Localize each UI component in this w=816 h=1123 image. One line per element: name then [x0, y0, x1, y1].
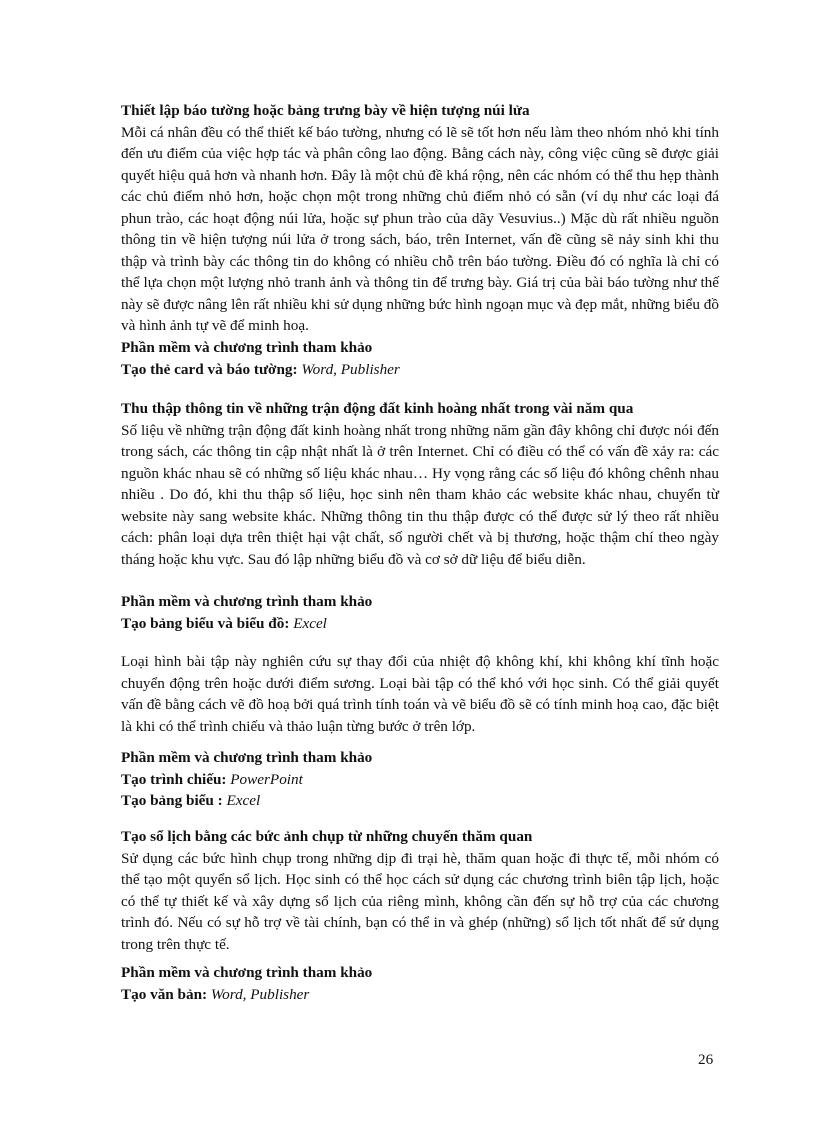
- section-heading: Thiết lập báo tường hoặc bảng trưng bày về hiện tượng núi lửa: [121, 102, 530, 119]
- software-heading: Phần mềm và chương trình tham khảo: [121, 964, 373, 981]
- software-block: [121, 747, 719, 812]
- software-block: [121, 591, 719, 634]
- software-item: [121, 359, 719, 381]
- software-item: [121, 790, 719, 812]
- section-body: Mỗi cá nhân đều có thể thiết kế báo tường, nhưng có lẽ sẽ tốt hơn nếu làm theo nhóm nhỏ khi tính đến ưu điểm của việc hợp tác và phân công lao động. Bằng cách này, công việc cũng sẽ được giải quyết hiệu quả hơn và nhanh hơn. Đây là một chủ đề khá rộng, nên các nhóm có thể thu hẹp thành các chủ điểm nhỏ hơn, hoặc chọn một trong những chủ điểm nhỏ có sẵn (ví dụ như các loại đá phun trào, các hoạt động núi lửa, hoặc sự phun trào của dãy Vesuvius..) Mặc dù rất nhiều nguồn thông tin về hiện tượng núi lửa ở trong sách, báo, trên Internet, vấn đề cũng sẽ nảy sinh khi thu thập và trình bày các thông tin do không có nhiều chỗ trên báo tường. Điều đó có nghĩa là chỉ có thể lựa chọn một lượng nhỏ tranh ảnh và thông tin để trưng bày. Giá trị của bài báo tường như thế này sẽ được nâng lên rất nhiều khi sử dụng những bức hình ngoạn mục và đẹp mắt, những biểu đồ và hình ảnh tự vẽ để minh hoạ.: [121, 123, 719, 334]
- software-item: [121, 984, 719, 1006]
- software-label: Tạo văn bản:: [121, 985, 208, 1003]
- software-label: Tạo bảng biểu và biểu đồ:: [121, 614, 290, 632]
- software-item: [121, 769, 719, 791]
- software-heading: Phần mềm và chương trình tham khảo: [121, 593, 373, 610]
- software-heading: Phần mềm và chương trình tham khảo: [121, 339, 373, 356]
- software-label: Tạo thẻ card và báo tường:: [121, 360, 298, 378]
- software-label: Tạo trình chiếu:: [121, 770, 227, 788]
- section-heading: Tạo sổ lịch bằng các bức ảnh chụp từ những chuyến thăm quan: [121, 828, 533, 845]
- software-item: [121, 613, 719, 635]
- software-value: Word, Publisher: [210, 985, 310, 1003]
- section-earthquake-data: [121, 398, 719, 570]
- section-dew-point: [121, 651, 719, 737]
- section-volcano-poster: [121, 100, 719, 337]
- software-value: PowerPoint: [230, 770, 303, 788]
- section-body: Số liệu về những trận động đất kinh hoàng nhất trong những năm gần đây không chỉ được nói đến trong sách, các thông tin cập nhật nhất là ở trên Internet. Chỉ có điều có thể có vấn đề xảy ra: các nguồn khác nhau sẽ có những số liệu khác nhau… Hy vọng rằng các số liệu đó không chênh nhau nhiều . Do đó, khi thu thập số liệu, học sinh nên tham khảo các website khác nhau, chuyển từ website này sang website khác. Những thông tin thu thập được có thể được sử lý theo rất nhiều cách: phân loại dựa trên thiệt hại vật chất, số người chết và bị thương, hoặc thậm chí theo ngày tháng hoặc khu vực. Sau đó lập những biểu đồ và cơ sở dữ liệu để biểu diễn.: [121, 421, 719, 568]
- software-label: Tạo bảng biểu :: [121, 792, 223, 809]
- page-number: 26: [698, 1051, 714, 1068]
- section-body: Sử dụng các bức hình chụp trong những dịp đi trại hè, thăm quan hoặc đi thực tế, mỗi nhóm có thể tạo một quyển sổ lịch. Học sinh có thể học cách sử dụng các chương trình biên tập lịch, hoặc có thể tự thiết kế và xây dựng sổ lịch của riêng mình, không cần đến sự hỗ trợ của các chương trình đó. Nếu có sự hỗ trợ về tài chính, bạn có thể in và ghép (những) sổ lịch tốt nhất để sử dụng trong trên thực tế.: [121, 849, 719, 953]
- software-block: [121, 337, 719, 380]
- software-value: Excel: [293, 614, 327, 632]
- software-heading: Phần mềm và chương trình tham khảo: [121, 749, 373, 766]
- software-value: Excel: [226, 792, 261, 809]
- software-value: Word, Publisher: [301, 360, 400, 378]
- software-block: [121, 962, 719, 1005]
- section-heading: Thu thập thông tin về những trận động đất kinh hoàng nhất trong vài năm qua: [121, 400, 634, 417]
- section-body: Loại hình bài tập này nghiên cứu sự thay đổi của nhiệt độ không khí, khi không khí tĩnh hoặc chuyển động trên hoặc dưới điểm sương. Loại bài tập có thể khó với học sinh. Có thể giải quyết vấn đề bằng cách vẽ đồ hoạ bởi quá trình tính toán và vẽ biểu đồ sẽ có tính minh hoạ cao, đặc biệt là khi có thể trình chiếu và thảo luận từng bước ở trên lớp.: [121, 653, 719, 735]
- section-photo-calendar: [121, 826, 719, 955]
